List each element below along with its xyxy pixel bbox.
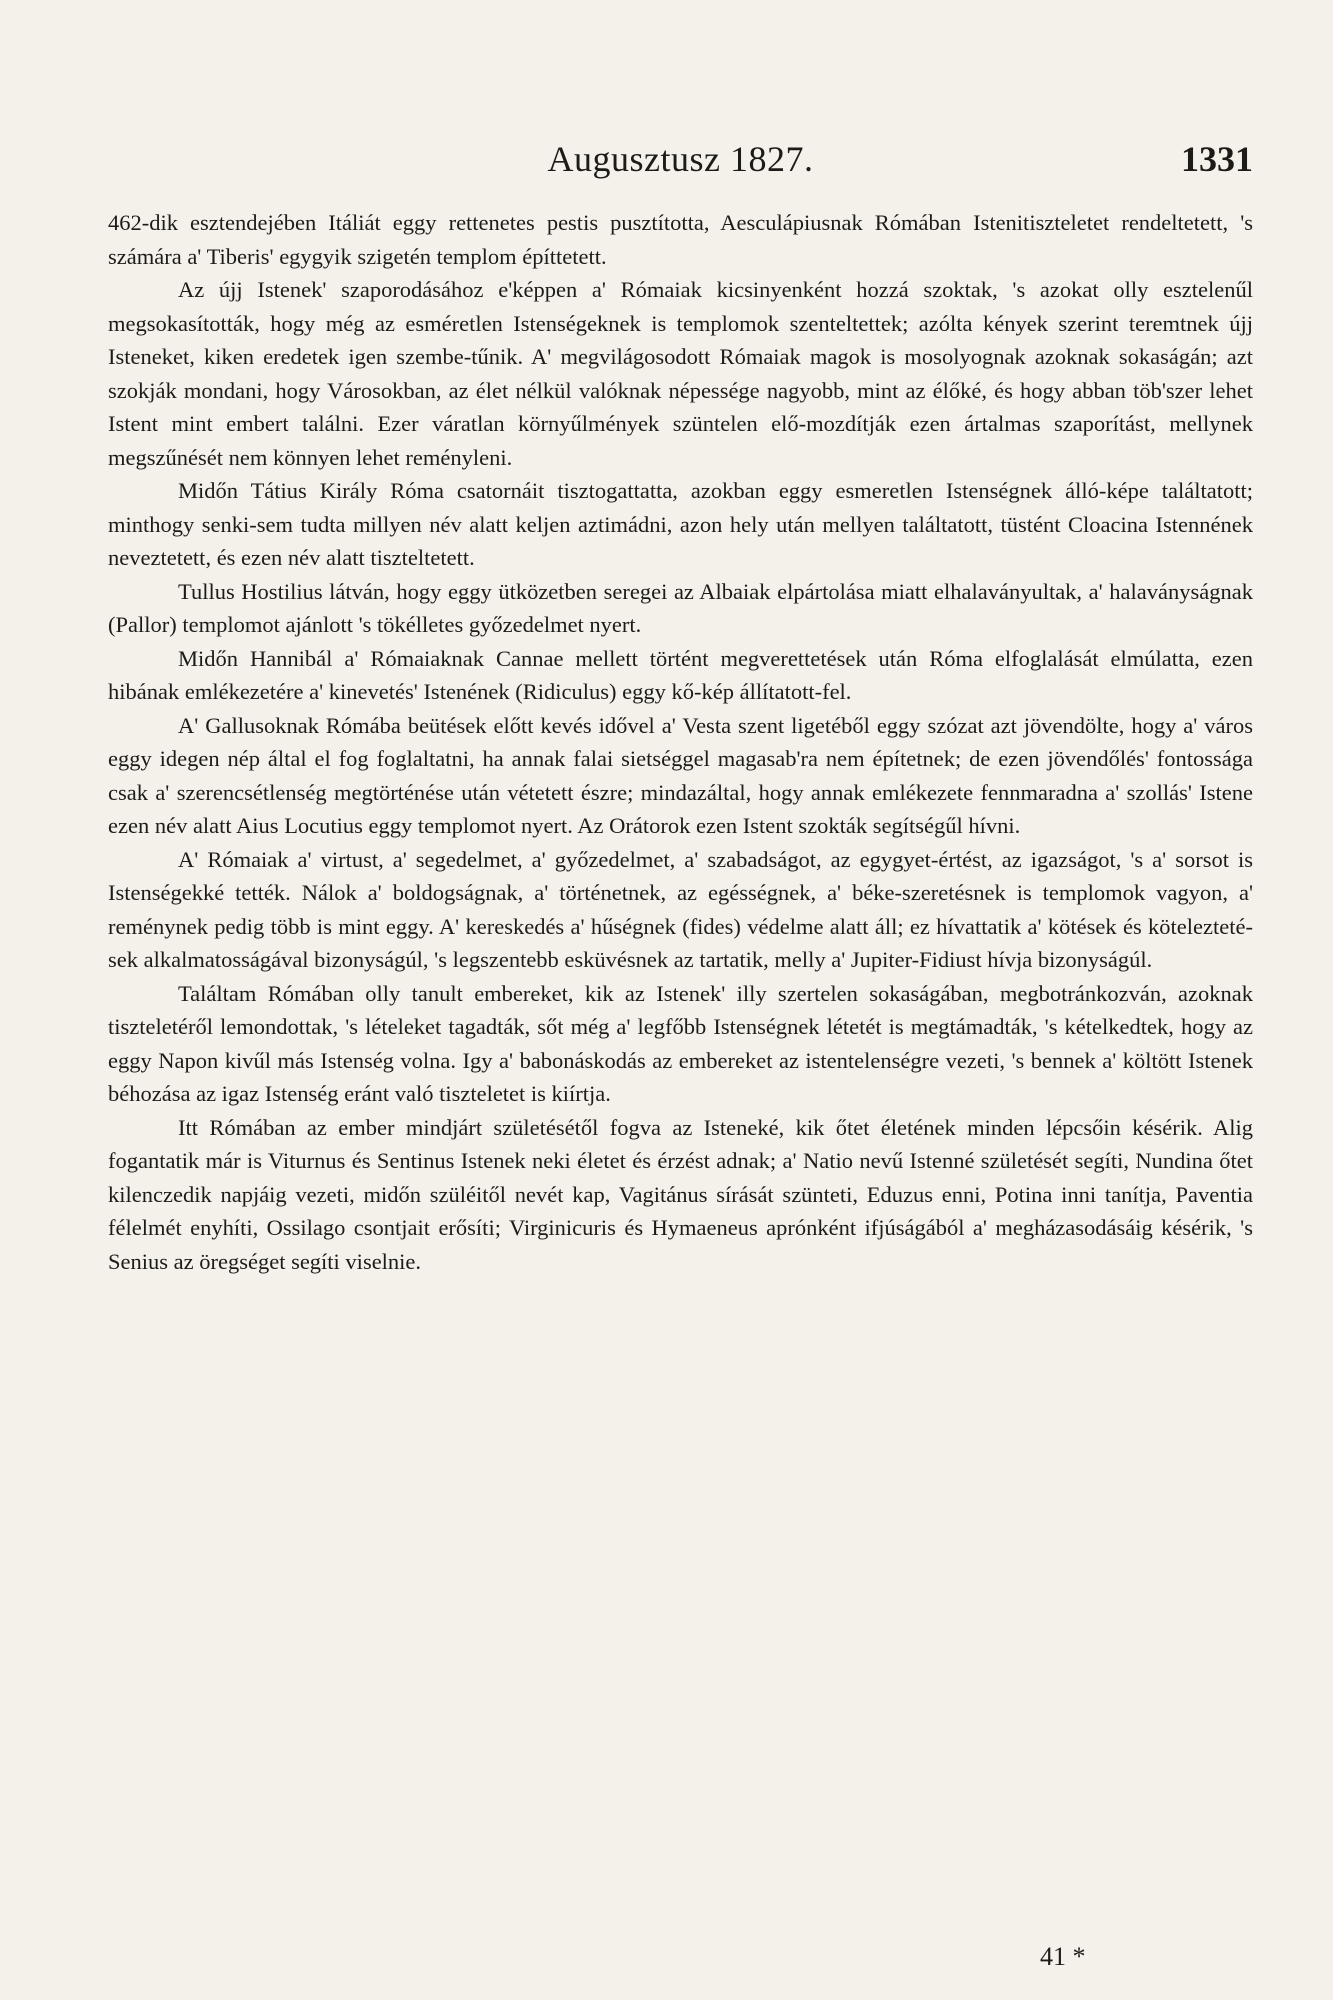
running-title: Augusztusz 1827.	[547, 139, 814, 179]
page-header	[108, 138, 1253, 182]
body-text	[108, 206, 1253, 1278]
paragraph: Tullus Hostilius látván, hogy eggy ütközetben seregei az Albaiak elpártolása miatt elhalaványultak, a' halaványságnak (Pallor) templomot ajánlott 's tökélletes győzedelmet nyert.	[108, 578, 1253, 637]
paragraph: A' Gallusoknak Rómába beütések előtt kevés idővel a' Vesta szent ligetéből eggy szózat azt jövendölte, hogy a' város eggy idegen nép által el fog foglaltatni, ha annak falai sietséggel magasab'ra nem építetnek; de ezen jövendőlés' fontossága csak a' szerencsétlenség megtörténése után vétetett észre; mindazáltal, hogy annak emlékezete fennmaradna a' szollás' Istene ezen név alatt Aius Locutius eggy templomot nyert. Az Orátorok ezen Istent szokták segítségűl hívni.	[108, 712, 1253, 838]
signature-mark: 41 *	[1040, 1942, 1086, 1971]
paragraph: Itt Rómában az ember mindjárt születésétől fogva az Isteneké, kik őtet életének minden lépcsőin késérik. Alig fogantatik már is Viturnus és Sentinus Istenek neki életet és érzést adnak; a' Natio nevű Istenné születését segíti, Nundina őtet kilenczedik napjáig vezeti, midőn szüléitől nevét kap, Vagitánus sírását szünteti, Eduzus enni, Potina inni tanítja, Paventia félelmét enyhíti, Ossilago csontjait erősíti; Virginicuris és Hymaeneus aprónként ifjúságából a' megházasodásáig késérik, 's Senius az öregséget segíti viselnie.	[108, 1114, 1253, 1274]
paragraph: Midőn Hannibál a' Rómaiaknak Cannae mellett történt megverettetések után Róma elfoglalását elmúlatta, ezen hibának emlékezetére a' kinevetés' Istenének (Ridiculus) eggy kő-kép állítatott-fel.	[108, 645, 1253, 704]
paragraph: A' Rómaiak a' virtust, a' segedelmet, a' győzedelmet, a' szabadságot, az egygyet-értést, az igazságot, 's a' sorsot is Istenségekké tették. Nálok a' boldogságnak, a' történetnek, az egésségnek, a' béke-szeretésnek is templomok vagyon, a' reménynek pedig több is mint eggy. A' kereskedés a' hűségnek (fides) védelme alatt áll; ez hívattatik a' kötések és köteleztetések alkalmatosságával bizonyságúl, 's legszentebb esküvésnek az tartatik, melly a' Jupiter-Fidiust hívja bizonyságúl.	[108, 846, 1253, 972]
paragraph: Találtam Rómában olly tanult embereket, kik az Istenek' illy szertelen sokaságában, megbotránkozván, azoknak tiszteletéről lemondottak, 's lételeket tagadták, sőt még a' legfőbb Istenségnek létetét is megtámadták, 's kételkedtek, hogy az eggy Napon kivűl más Istenség volna. Igy a' babonáskodás az embereket az istentelenségre vezeti, 's bennek a' költött Istenek béhozása az igaz Istenség eránt való tiszteletet is kiírtja.	[108, 980, 1253, 1106]
paragraph: 462-dik esztendejében Itáliát eggy rettenetes pestis pusztította, Aesculápiusnak Rómában Istenitiszteletet rendeltetett, 's számára a' Tiberis' egygyik szigetén templom építtetett.	[108, 210, 1253, 269]
paragraph: Az újj Istenek' szaporodásához e'képpen a' Rómaiak kicsinyenként hozzá szoktak, 's azokat olly esztelenűl megsokasították, hogy még az esméretlen Istenségeknek is templomok szenteltettek; azólta kények szerint teremtnek újj Isteneket, kiken eredetek igen szembe-tűnik. A' megvilágosodott Rómaiak magok is mosolyognak azoknak sokaságán; azt szokják mondani, hogy Városokban, az élet nélkül valóknak népessége nagyobb, mint az élőké, és hogy abban töb'szer lehet Istent mint embert találni. Ezer váratlan környűlmények szüntelen elő-mozdítják ezen ártalmas szaporítást, mellynek megszűnését nem könnyen lehet reményleni.	[108, 277, 1253, 470]
page-number: 1331	[1181, 139, 1253, 179]
paragraph: Midőn Tátius Király Róma csatornáit tisztogattatta, azokban eggy esmeretlen Istenségnek álló-képe találtatott; minthogy senki-sem tudta millyen név alatt keljen aztimádni, azon hely után mellyen találtatott, tüstént Cloacina Istennének neveztetett, és ezen név alatt tiszteltetett.	[108, 478, 1253, 570]
